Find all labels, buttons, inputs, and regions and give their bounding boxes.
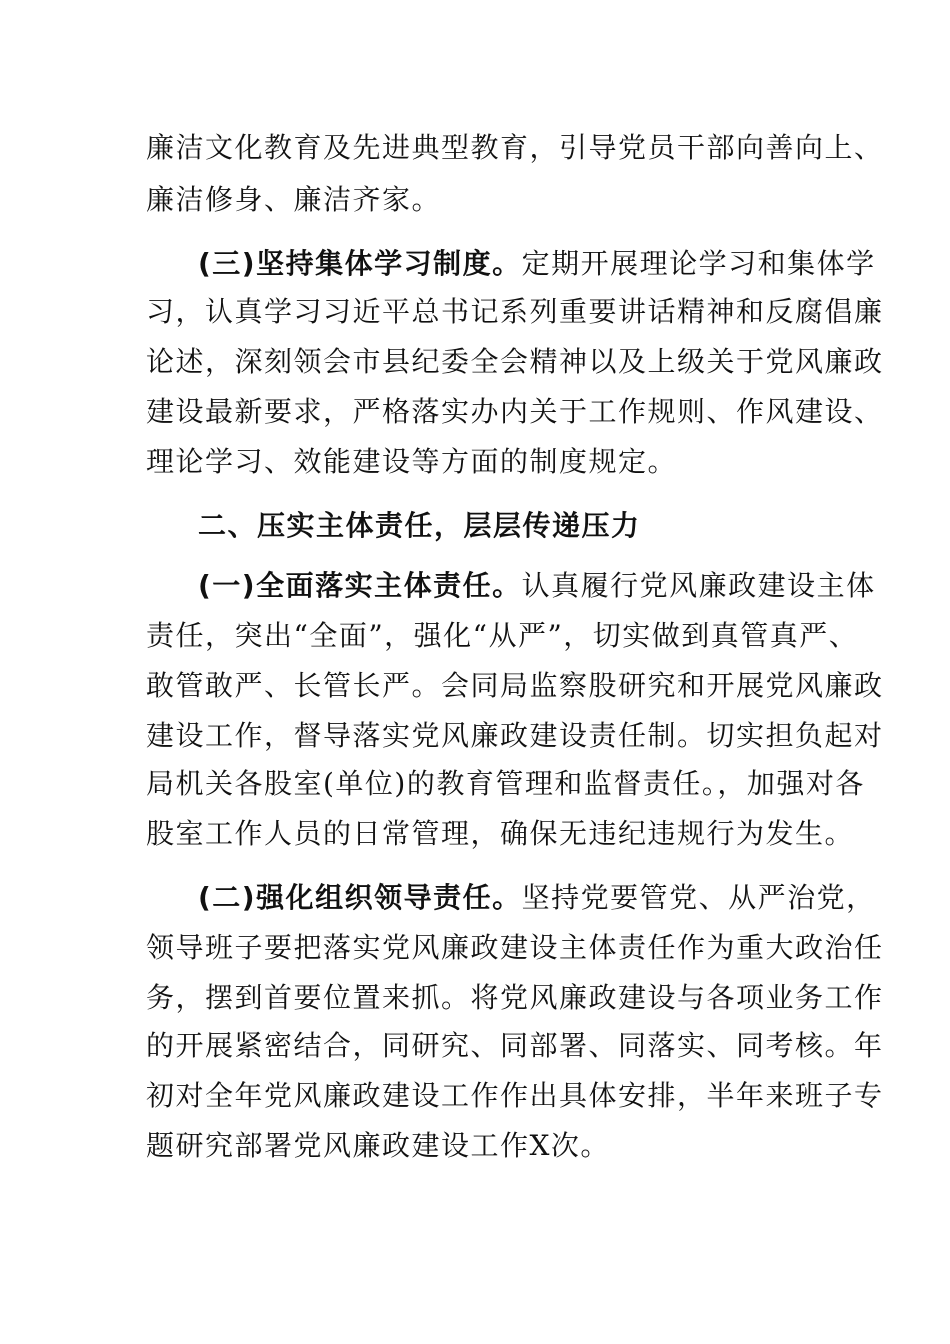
paragraph-line: 理论学习、效能建设等方面的制度规定。 xyxy=(146,445,678,478)
subheading: (二)强化组织领导责任。 xyxy=(198,881,522,914)
paragraph-text: 坚持党要管党、从严治党， xyxy=(521,881,876,914)
subheading: (一)全面落实主体责任。 xyxy=(198,569,522,602)
section-heading: 二、压实主体责任，层层传递压力 xyxy=(198,509,641,542)
paragraph-line: 股室工作人员的日常管理，确保无违纪违规行为发生。 xyxy=(146,817,855,850)
paragraph-line: 廉洁修身、廉洁齐家。 xyxy=(146,183,442,216)
paragraph-line: 责任，突出“全面”，强化“从严”，切实做到真管真严、 xyxy=(146,619,859,652)
paragraph-text: 认真履行党风廉政建设主体 xyxy=(521,569,876,602)
paragraph-line: 建设工作，督导落实党风廉政建设责任制。切实担负起对 xyxy=(146,719,884,752)
paragraph-line: 建设最新要求，严格落实办内关于工作规则、作风建设、 xyxy=(146,395,884,428)
paragraph-line: 务，摆到首要位置来抓。将党风廉政建设与各项业务工作 xyxy=(146,981,884,1014)
paragraph-line: 的开展紧密结合，同研究、同部署、同落实、同考核。年 xyxy=(146,1029,884,1062)
paragraph-line: 题研究部署党风廉政建设工作X次。 xyxy=(146,1129,610,1162)
paragraph-line xyxy=(198,878,876,918)
paragraph-line xyxy=(198,566,876,606)
paragraph-line: 局机关各股室(单位)的教育管理和监督责任。，加强对各 xyxy=(146,767,865,800)
paragraph-line: 论述，深刻领会市县纪委全会精神以及上级关于党风廉政 xyxy=(146,345,884,378)
subheading: (三)坚持集体学习制度。 xyxy=(198,247,522,280)
paragraph-text: 定期开展理论学习和集体学 xyxy=(521,247,876,280)
paragraph-line: 习，认真学习习近平总书记系列重要讲话精神和反腐倡廉 xyxy=(146,295,884,328)
paragraph-line: 领导班子要把落实党风廉政建设主体责任作为重大政治任 xyxy=(146,931,884,964)
paragraph-line: 廉洁文化教育及先进典型教育，引导党员干部向善向上、 xyxy=(146,131,884,164)
paragraph-line: 敢管敢严、长管长严。会同局监察股研究和开展党风廉政 xyxy=(146,669,884,702)
paragraph-line xyxy=(198,244,876,284)
paragraph-line: 初对全年党风廉政建设工作作出具体安排，半年来班子专 xyxy=(146,1079,884,1112)
